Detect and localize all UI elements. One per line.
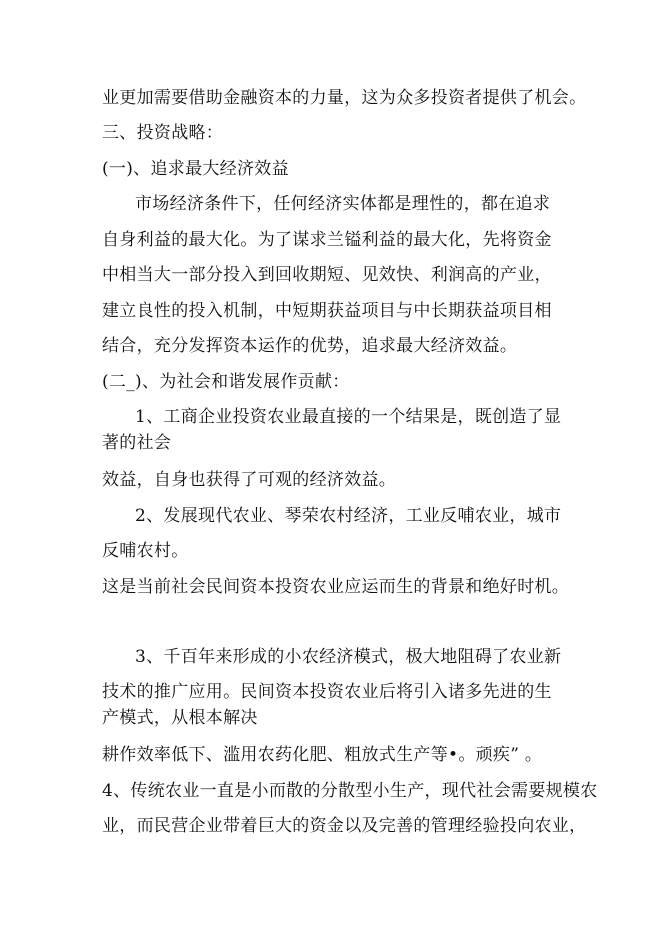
- paragraph-line: 业更加需要借助金融资本的力量，这为众多投资者提供了机会。: [102, 88, 587, 108]
- list-item-line: 3、千百年来形成的小农经济模式，极大地阻碍了农业新: [135, 647, 562, 667]
- list-item-line: 4、传统农业一直是小而散的分散型小生产，现代社会需要规模农: [102, 781, 598, 801]
- subsection-heading: (一)、追求最大经济效益: [102, 159, 289, 179]
- list-item-line: 著的社会: [102, 433, 172, 453]
- list-item-line: 2、发展现代农业、琴荣农村经济，工业反哺农业，城市: [135, 506, 562, 526]
- paragraph-line: 中相当大一部分投入到回收期短、见效快、利润高的产业，: [102, 265, 552, 285]
- list-item-line: 产模式，从根本解决: [102, 708, 258, 728]
- list-item-line: 反哺农村。: [102, 541, 189, 561]
- paragraph-line: 自身利益的最大化。为了谋求兰镒利益的最大化，先将资金: [102, 230, 552, 250]
- list-item-line: 业，而民营企业带着巨大的资金以及完善的管理经验投向农业，: [102, 816, 587, 836]
- paragraph-line: 建立良性的投入机制，中短期获益项目与中长期获益项目相: [102, 301, 552, 321]
- list-item-line: 技术的推广应用。民间资本投资农业后将引入诸多先进的生: [102, 682, 552, 702]
- subsection-heading: (二_)、为社会和谐发展作贡献：: [102, 372, 350, 392]
- paragraph-line: 市场经济条件下，任何经济实体都是理性的，都在追求: [135, 194, 551, 214]
- paragraph-line: 耕作效率低下、滥用农药化肥、粗放式生产等•。顽疾” 。: [102, 745, 543, 765]
- paragraph-line: 结合，充分发挥资本运作的优势，追求最大经济效益。: [102, 336, 518, 356]
- list-item-line: 1、工商企业投资农业最直接的一个结果是，既创造了显: [135, 407, 562, 427]
- section-heading: 三、投资战略：: [102, 123, 224, 143]
- paragraph-line: 这是当前社会民间资本投资农业应运而生的背景和绝好时机。: [102, 577, 570, 597]
- paragraph-line: 效益，自身也获得了可观的经济效益。: [102, 470, 397, 490]
